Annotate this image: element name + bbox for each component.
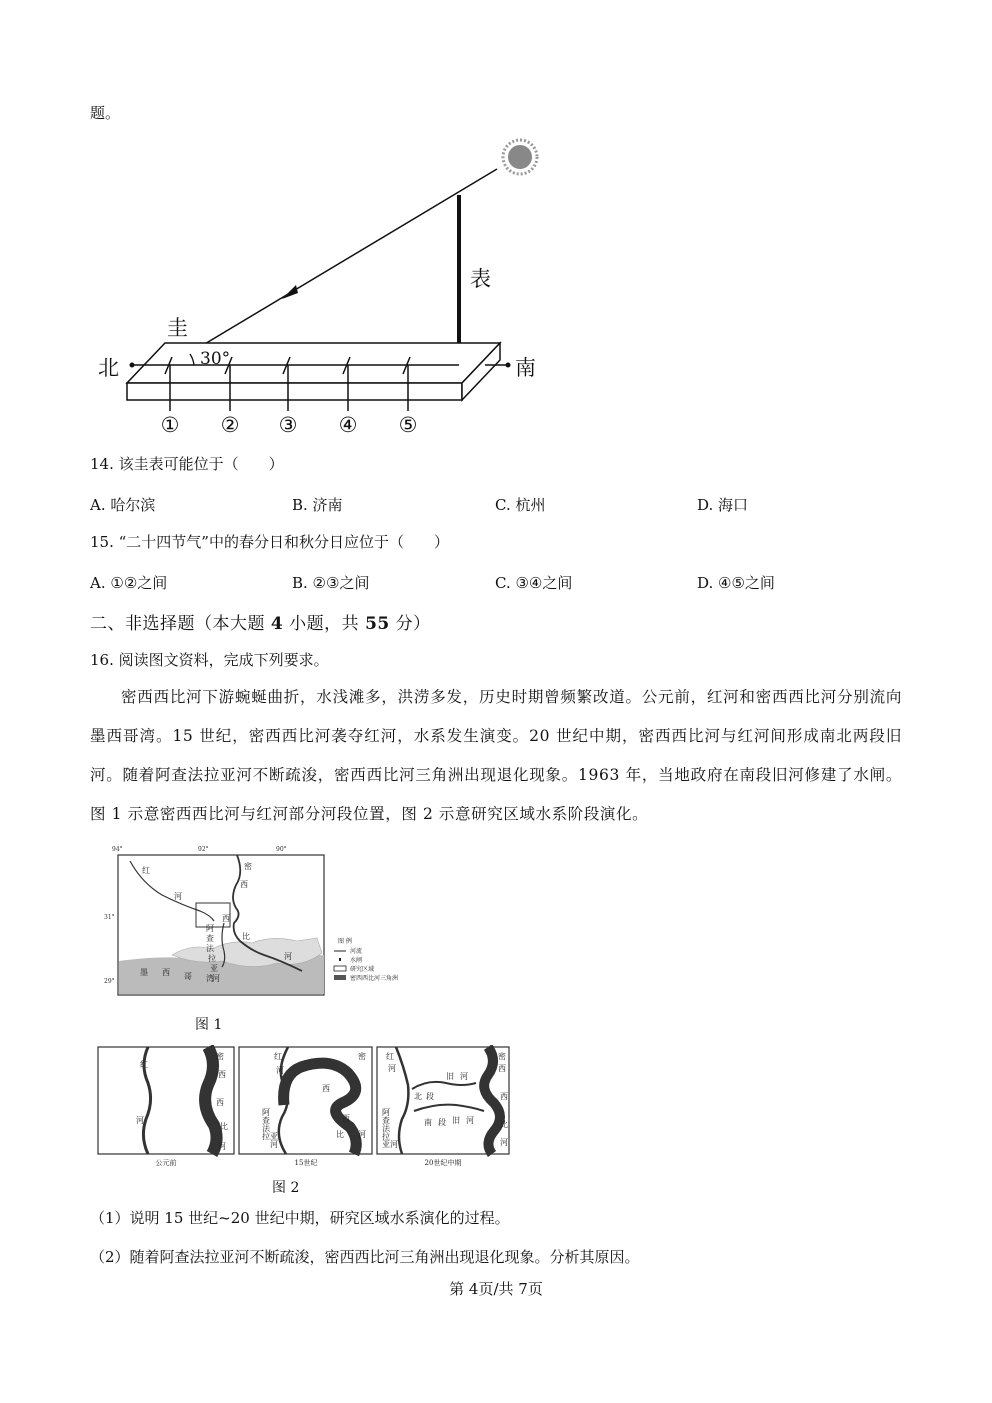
q14-stem: 14. 该圭表可能位于（ ） xyxy=(90,455,284,473)
fig2-label-15c: 15世纪 xyxy=(294,1159,318,1167)
q15-option-c: C. ③④之间 xyxy=(495,574,573,592)
fig1-legend xyxy=(334,937,398,982)
fig1-miss-2: 西 xyxy=(240,880,248,889)
fig2-p3-south-2: 段 xyxy=(438,1118,446,1127)
q15-stem: 15. “二十四节气”中的春分日和秋分日应位于（ ） xyxy=(90,533,449,551)
q14-option-c: C. 杭州 xyxy=(495,496,546,514)
fig2-p3-miss-1: 密 xyxy=(498,1052,506,1061)
fig2-p3-north-1: 北 xyxy=(414,1092,422,1101)
fig2-p2-miss-1: 密 xyxy=(358,1052,366,1061)
fig2-p3-atch-1: 阿 xyxy=(382,1108,390,1117)
q16-sub2: （2）随着阿查法拉亚河不断疏浚，密西西比河三角洲出现退化现象。分析其原因。 xyxy=(90,1248,640,1266)
fig2-p2-atch-1: 阿 xyxy=(262,1108,270,1117)
marker-2: ② xyxy=(220,413,240,437)
fig2-panel-3 xyxy=(377,1047,509,1154)
fig1-legend-sluice: 水闸 xyxy=(350,957,363,964)
fig2-p3-south-3: 旧 xyxy=(452,1116,460,1125)
fig2-p1-miss-1: 密 xyxy=(216,1052,224,1061)
fig1-miss-1: 密 xyxy=(244,862,252,871)
north-label: 北 xyxy=(98,356,119,380)
sun-ray-line xyxy=(168,169,497,366)
fig2-p3-miss-2: 西 xyxy=(498,1064,506,1073)
fig2-p2-atch-3: 法 xyxy=(262,1124,270,1133)
fig1-red-2: 河 xyxy=(174,892,182,901)
fig1-miss-5: 河 xyxy=(284,952,292,961)
fig1-legend-title: 图 例 xyxy=(338,938,352,945)
fig1-gulf-4: 湾 xyxy=(206,974,214,983)
fig2-p1-miss-2: 西 xyxy=(218,1070,226,1079)
q16-paragraph: 密西西比河下游蜿蜒曲折，水浅滩多，洪涝多发，历史时期曾频繁改道。公元前，红河和密西西比河分别流向墨西哥湾。15 世纪，密西西比河袭夺红河，水系发生演变。20 世纪中期，密西西比河与红河间形成南北两段旧河。随着阿查法拉亚河不断疏浚，密西西比河三角洲出现退化现象。1963 年，当地政府在南段旧河修建了水闸。图 1 示意密西西比河与红河部分河段位置，图 2 示意研究区域水系阶段演化。 xyxy=(90,688,902,823)
fig2-p2-atch-6: 河 xyxy=(270,1140,278,1149)
fig1-gulf-2: 西 xyxy=(162,968,170,977)
fig2-panel-1 xyxy=(98,1047,234,1154)
top-fragment-text: 题。 xyxy=(90,104,121,122)
section-heading: 二、非选择题（本大题 4 小题，共 55 分） xyxy=(90,614,431,634)
fig2-p2-miss-4: 比 xyxy=(336,1130,344,1139)
sun-icon xyxy=(503,140,537,174)
fig2-p1-miss-5: 河 xyxy=(218,1142,226,1151)
fig2-label-20c: 20世纪中期 xyxy=(424,1159,462,1167)
fig1-atch-1: 阿 xyxy=(206,924,214,933)
fig2-p1-red-2: 河 xyxy=(136,1116,144,1125)
fig2-p2-miss-3: 西 xyxy=(342,1114,350,1123)
q15-option-b: B. ②③之间 xyxy=(292,574,370,592)
fig2-p3-miss-3: 西 xyxy=(500,1092,508,1101)
gui-base xyxy=(127,343,500,400)
q15-option-d: D. ④⑤之间 xyxy=(697,574,775,592)
fig2-p2-red-1: 红 xyxy=(274,1052,282,1061)
fig1-gulf-3: 哥 xyxy=(184,972,192,981)
marker-3: ③ xyxy=(278,413,298,437)
fig1-atch-6: 河 xyxy=(212,974,220,983)
q14-option-d: D. 海口 xyxy=(697,496,749,514)
fig1-legend-area: 研究区域 xyxy=(350,966,375,973)
fig1-caption: 图 1 xyxy=(195,1017,223,1033)
marker-5: ⑤ xyxy=(398,413,418,437)
fig2-p1-miss-3: 西 xyxy=(216,1098,224,1107)
fig1-atch-4: 拉 xyxy=(208,954,216,963)
q14-option-b: B. 济南 xyxy=(292,496,343,514)
fig2-p3-atch-2: 查 xyxy=(382,1116,390,1125)
fig2-p1-red-1: 红 xyxy=(140,1060,148,1069)
fig1-atch-3: 法 xyxy=(206,944,214,953)
fig1-red-1: 红 xyxy=(142,866,150,875)
fig2-p2-miss-2: 西 xyxy=(322,1084,330,1093)
south-label: 南 xyxy=(515,356,536,380)
fig1-lon-94: 94° xyxy=(112,846,123,853)
fig1-miss-3: 西 xyxy=(222,914,230,923)
fig2-p3-miss-4: 比 xyxy=(500,1120,508,1129)
q15-option-a: A. ①②之间 xyxy=(90,574,168,592)
biao-label: 表 xyxy=(470,267,491,291)
fig2-p3-red-1: 红 xyxy=(386,1052,394,1061)
fig1-lon-92: 92° xyxy=(198,846,209,853)
fig2-p2-atch-5: 亚 xyxy=(270,1132,278,1141)
fig2-p2-red-2: 河 xyxy=(276,1066,284,1075)
fig1-atch-2: 查 xyxy=(206,934,214,943)
fig2-caption: 图 2 xyxy=(272,1180,300,1196)
ray-arrow-icon xyxy=(282,285,298,299)
marker-4: ④ xyxy=(338,413,358,437)
fig2-p3-atch-4: 拉 xyxy=(382,1132,390,1141)
fig2-p3-red-2: 河 xyxy=(388,1064,396,1073)
fig2-p3-atch-5: 亚 xyxy=(382,1140,390,1149)
fig1-gulf-1: 墨 xyxy=(140,968,148,977)
fig1-lat-31: 31° xyxy=(104,914,115,921)
fig2-p3-south-4: 河 xyxy=(466,1116,474,1125)
q14-option-a: A. 哈尔滨 xyxy=(90,496,156,514)
q16-sub1: （1）说明 15 世纪~20 世纪中期，研究区域水系演化的过程。 xyxy=(90,1209,510,1227)
fig2-panel-2 xyxy=(239,1047,372,1154)
fig2-p3-south-1: 南 xyxy=(424,1118,432,1127)
fig2-p3-north-3: 旧 xyxy=(446,1072,454,1081)
fig2-label-bc: 公元前 xyxy=(155,1159,177,1167)
fig2-p2-atch-2: 查 xyxy=(262,1116,270,1125)
fig1-atch-5: 亚 xyxy=(210,964,218,973)
fig1-miss-4: 比 xyxy=(242,932,250,941)
fig1-legend-delta: 密西西比河三角洲 xyxy=(350,975,399,982)
fig1-lon-90: 90° xyxy=(276,846,287,853)
page-footer: 第 4页/共 7页 xyxy=(449,1280,543,1298)
marker-1: ① xyxy=(160,413,180,437)
fig2-p2-miss-5: 河 xyxy=(358,1130,366,1139)
fig1-lat-29: 29° xyxy=(104,978,115,985)
angle-label: 30° xyxy=(200,349,231,369)
fig2-p1-miss-4: 比 xyxy=(220,1122,228,1131)
fig2-p2-atch-4: 拉 xyxy=(262,1132,270,1141)
fig1-map xyxy=(102,843,402,1003)
fig2-p3-atch-6: 河 xyxy=(390,1140,398,1149)
gnomon-figure xyxy=(90,135,560,440)
fig2-panels xyxy=(96,1045,511,1170)
fig2-p3-north-4: 河 xyxy=(460,1072,468,1081)
q16-stem: 16. 阅读图文资料，完成下列要求。 xyxy=(90,651,329,669)
fig2-p3-atch-3: 法 xyxy=(382,1124,390,1133)
fig1-legend-river: 河流 xyxy=(350,948,363,955)
fig2-p3-north-2: 段 xyxy=(426,1092,434,1101)
gui-label: 圭 xyxy=(167,316,188,340)
fig2-p3-miss-5: 河 xyxy=(500,1138,508,1147)
